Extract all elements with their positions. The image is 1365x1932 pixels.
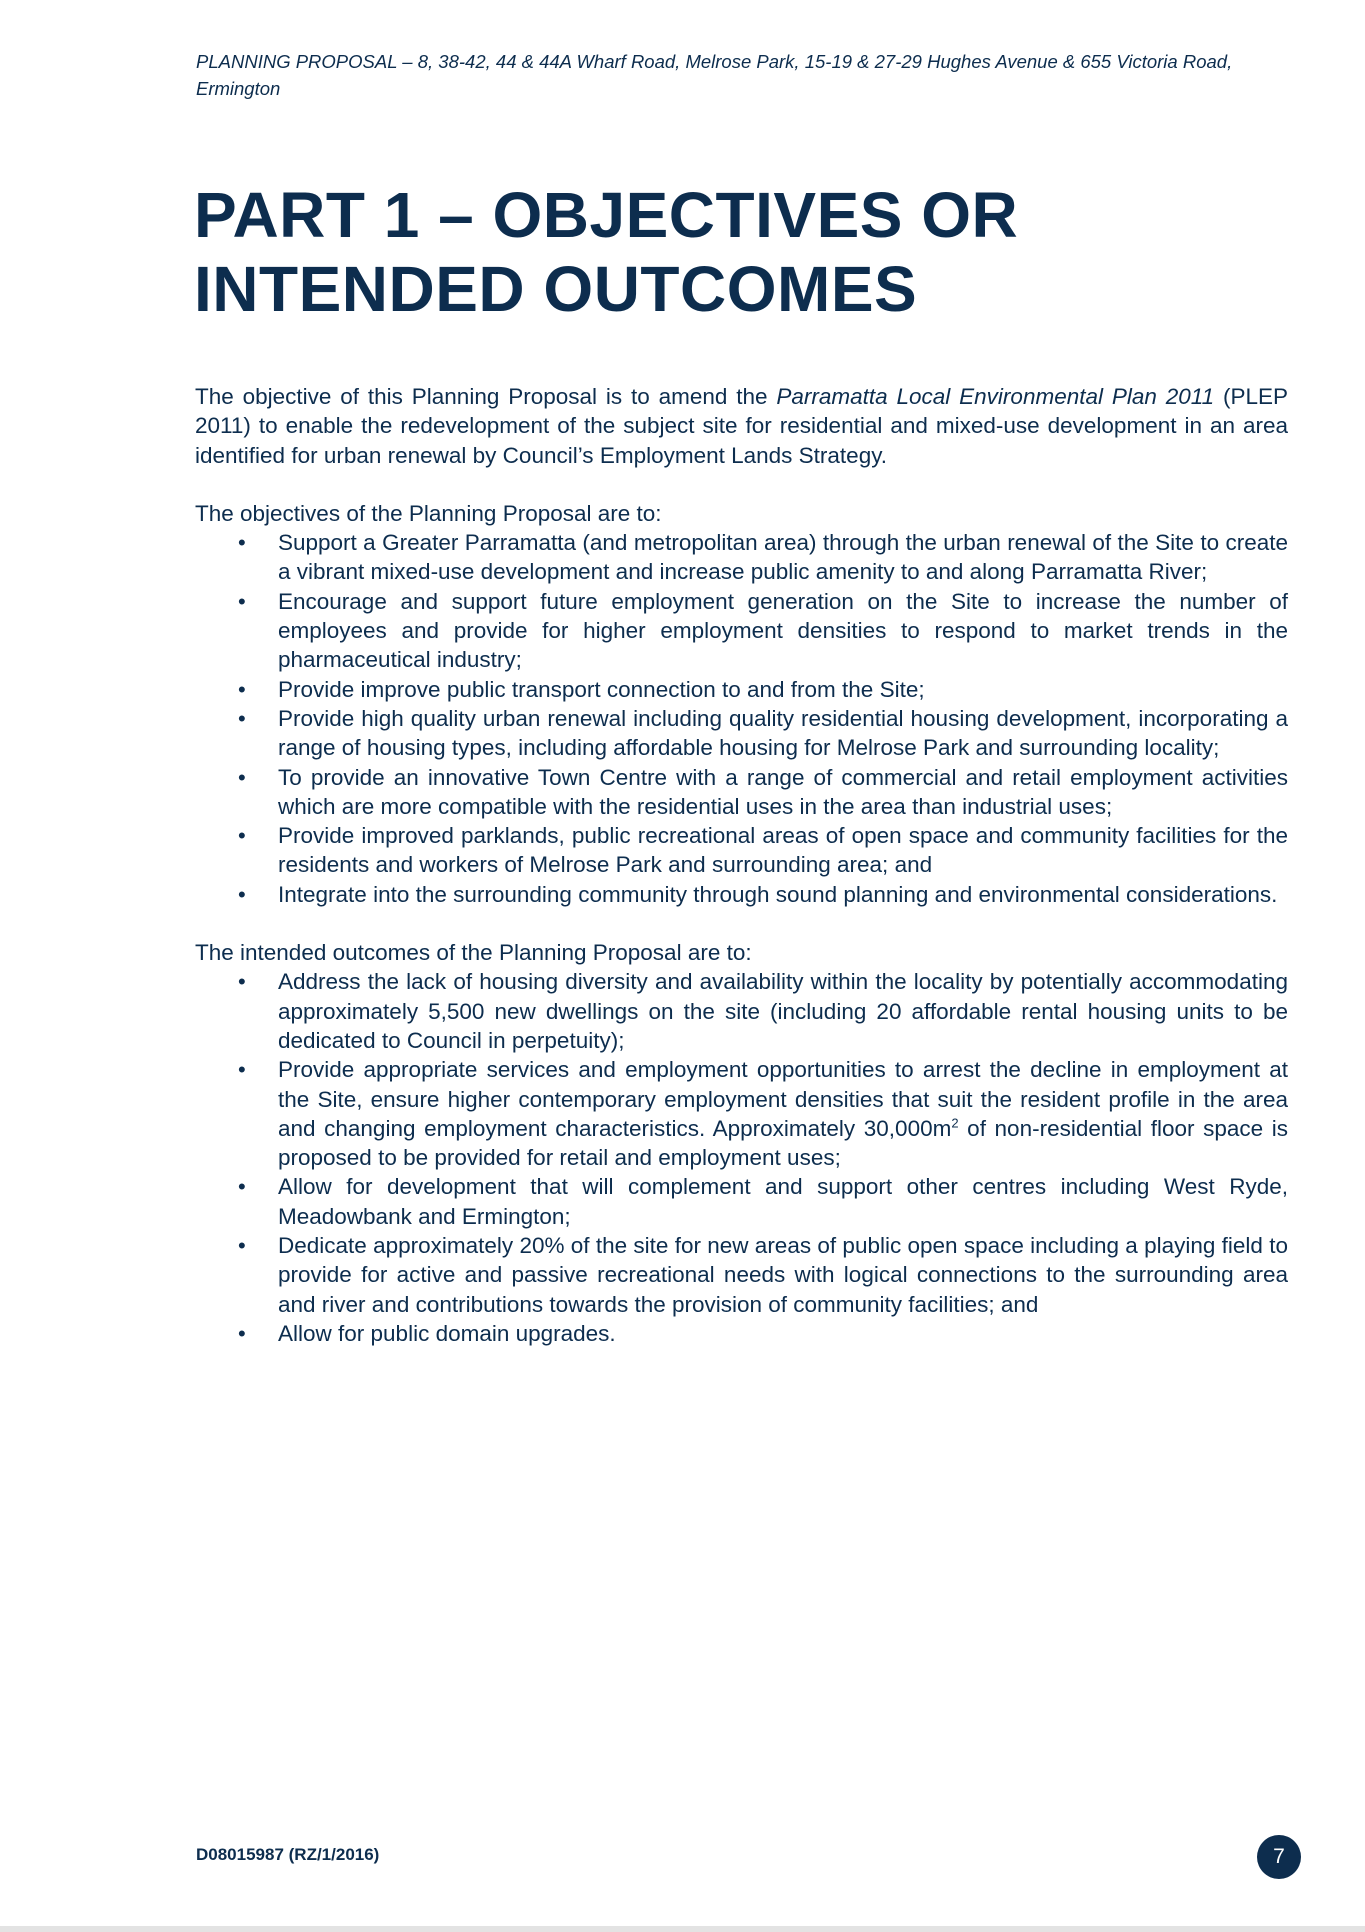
title-line-2: INTENDED OUTCOMES (194, 253, 918, 325)
title-line-1: PART 1 – OBJECTIVES OR (194, 179, 1019, 251)
objective-item: • To provide an innovative Town Centre with a range of commercial and retail employment activities which are more compatible with the residential uses in the area than industrial uses; (195, 763, 1288, 822)
page-bottom-divider (0, 1926, 1365, 1932)
objectives-list (195, 528, 1288, 909)
outcomes-list (195, 967, 1288, 1348)
objectives-lead: The objectives of the Planning Proposal are to: (195, 500, 662, 526)
objective-item: • Provide high quality urban renewal including quality residential housing development, incorporating a range of housing types, including affordable housing for Melrose Park and surrounding locality; (195, 704, 1288, 763)
page-title (194, 178, 1018, 326)
outcome-item: • Allow for public domain upgrades. (195, 1319, 1288, 1348)
intro-text-before: The objective of this Planning Proposal is to amend the (195, 384, 777, 409)
superscript-two: 2 (951, 1115, 959, 1131)
page-number-badge: 7 (1257, 1835, 1301, 1879)
outcome-item: • Allow for development that will complement and support other centres including West Ryde, Meadowbank and Ermington; (195, 1172, 1288, 1231)
objective-item: • Provide improve public transport connection to and from the Site; (195, 675, 1288, 704)
outcome-item-2-text: Provide appropriate services and employment opportunities to arrest the decline in employment at the Site, ensure higher contemporary employment densities that suit the resident profile in the area and changing employment characteristics. Approximately 30,000m (278, 1057, 1288, 1141)
outcome-item (195, 1055, 1288, 1172)
intro-paragraph (195, 382, 1288, 470)
objective-item: • Support a Greater Parramatta (and metropolitan area) through the urban renewal of the Site to create a vibrant mixed-use development and increase public amenity to and along Parramatta River; (195, 528, 1288, 587)
intro-text-after: (PLEP 2011) to enable the redevelopment of the subject site for residential and mixed-use development in an area identified for urban renewal by Council’s Employment Lands Strategy. (195, 384, 1289, 468)
outcome-item-2-text-end: of non-residential floor space is proposed to be provided for retail and employment uses; (278, 1115, 1288, 1171)
document-reference: D08015987 (RZ/1/2016) (196, 1845, 380, 1864)
objective-item: • Encourage and support future employment generation on the Site to increase the number of employees and provide for higher employment densities to respond to market trends in the pharmaceutical industry; (195, 587, 1288, 675)
outcome-item: • Address the lack of housing diversity and availability within the locality by potentially accommodating approximately 5,500 new dwellings on the site (including 20 affordable rental housing units to be dedicated to Council in perpetuity); (195, 967, 1288, 1055)
objective-item: • Provide improved parklands, public recreational areas of open space and community facilities for the residents and workers of Melrose Park and surrounding area; and (195, 821, 1288, 880)
objective-item: • Integrate into the surrounding community through sound planning and environmental considerations. (195, 880, 1288, 909)
plan-name: Parramatta Local Environmental Plan 2011 (776, 384, 1215, 409)
outcomes-lead: The intended outcomes of the Planning Proposal are to: (195, 940, 752, 966)
outcome-item: • Dedicate approximately 20% of the site for new areas of public open space including a playing field to provide for active and passive recreational needs with logical connections to the surrounding area and river and contributions towards the provision of community facilities; and (195, 1231, 1288, 1319)
body-text (195, 382, 1288, 1377)
running-header: PLANNING PROPOSAL – 8, 38-42, 44 & 44A Wharf Road, Melrose Park, 15-19 & 27-29 Hughes Avenue & 655 Victoria Road, Ermington (196, 51, 1233, 99)
